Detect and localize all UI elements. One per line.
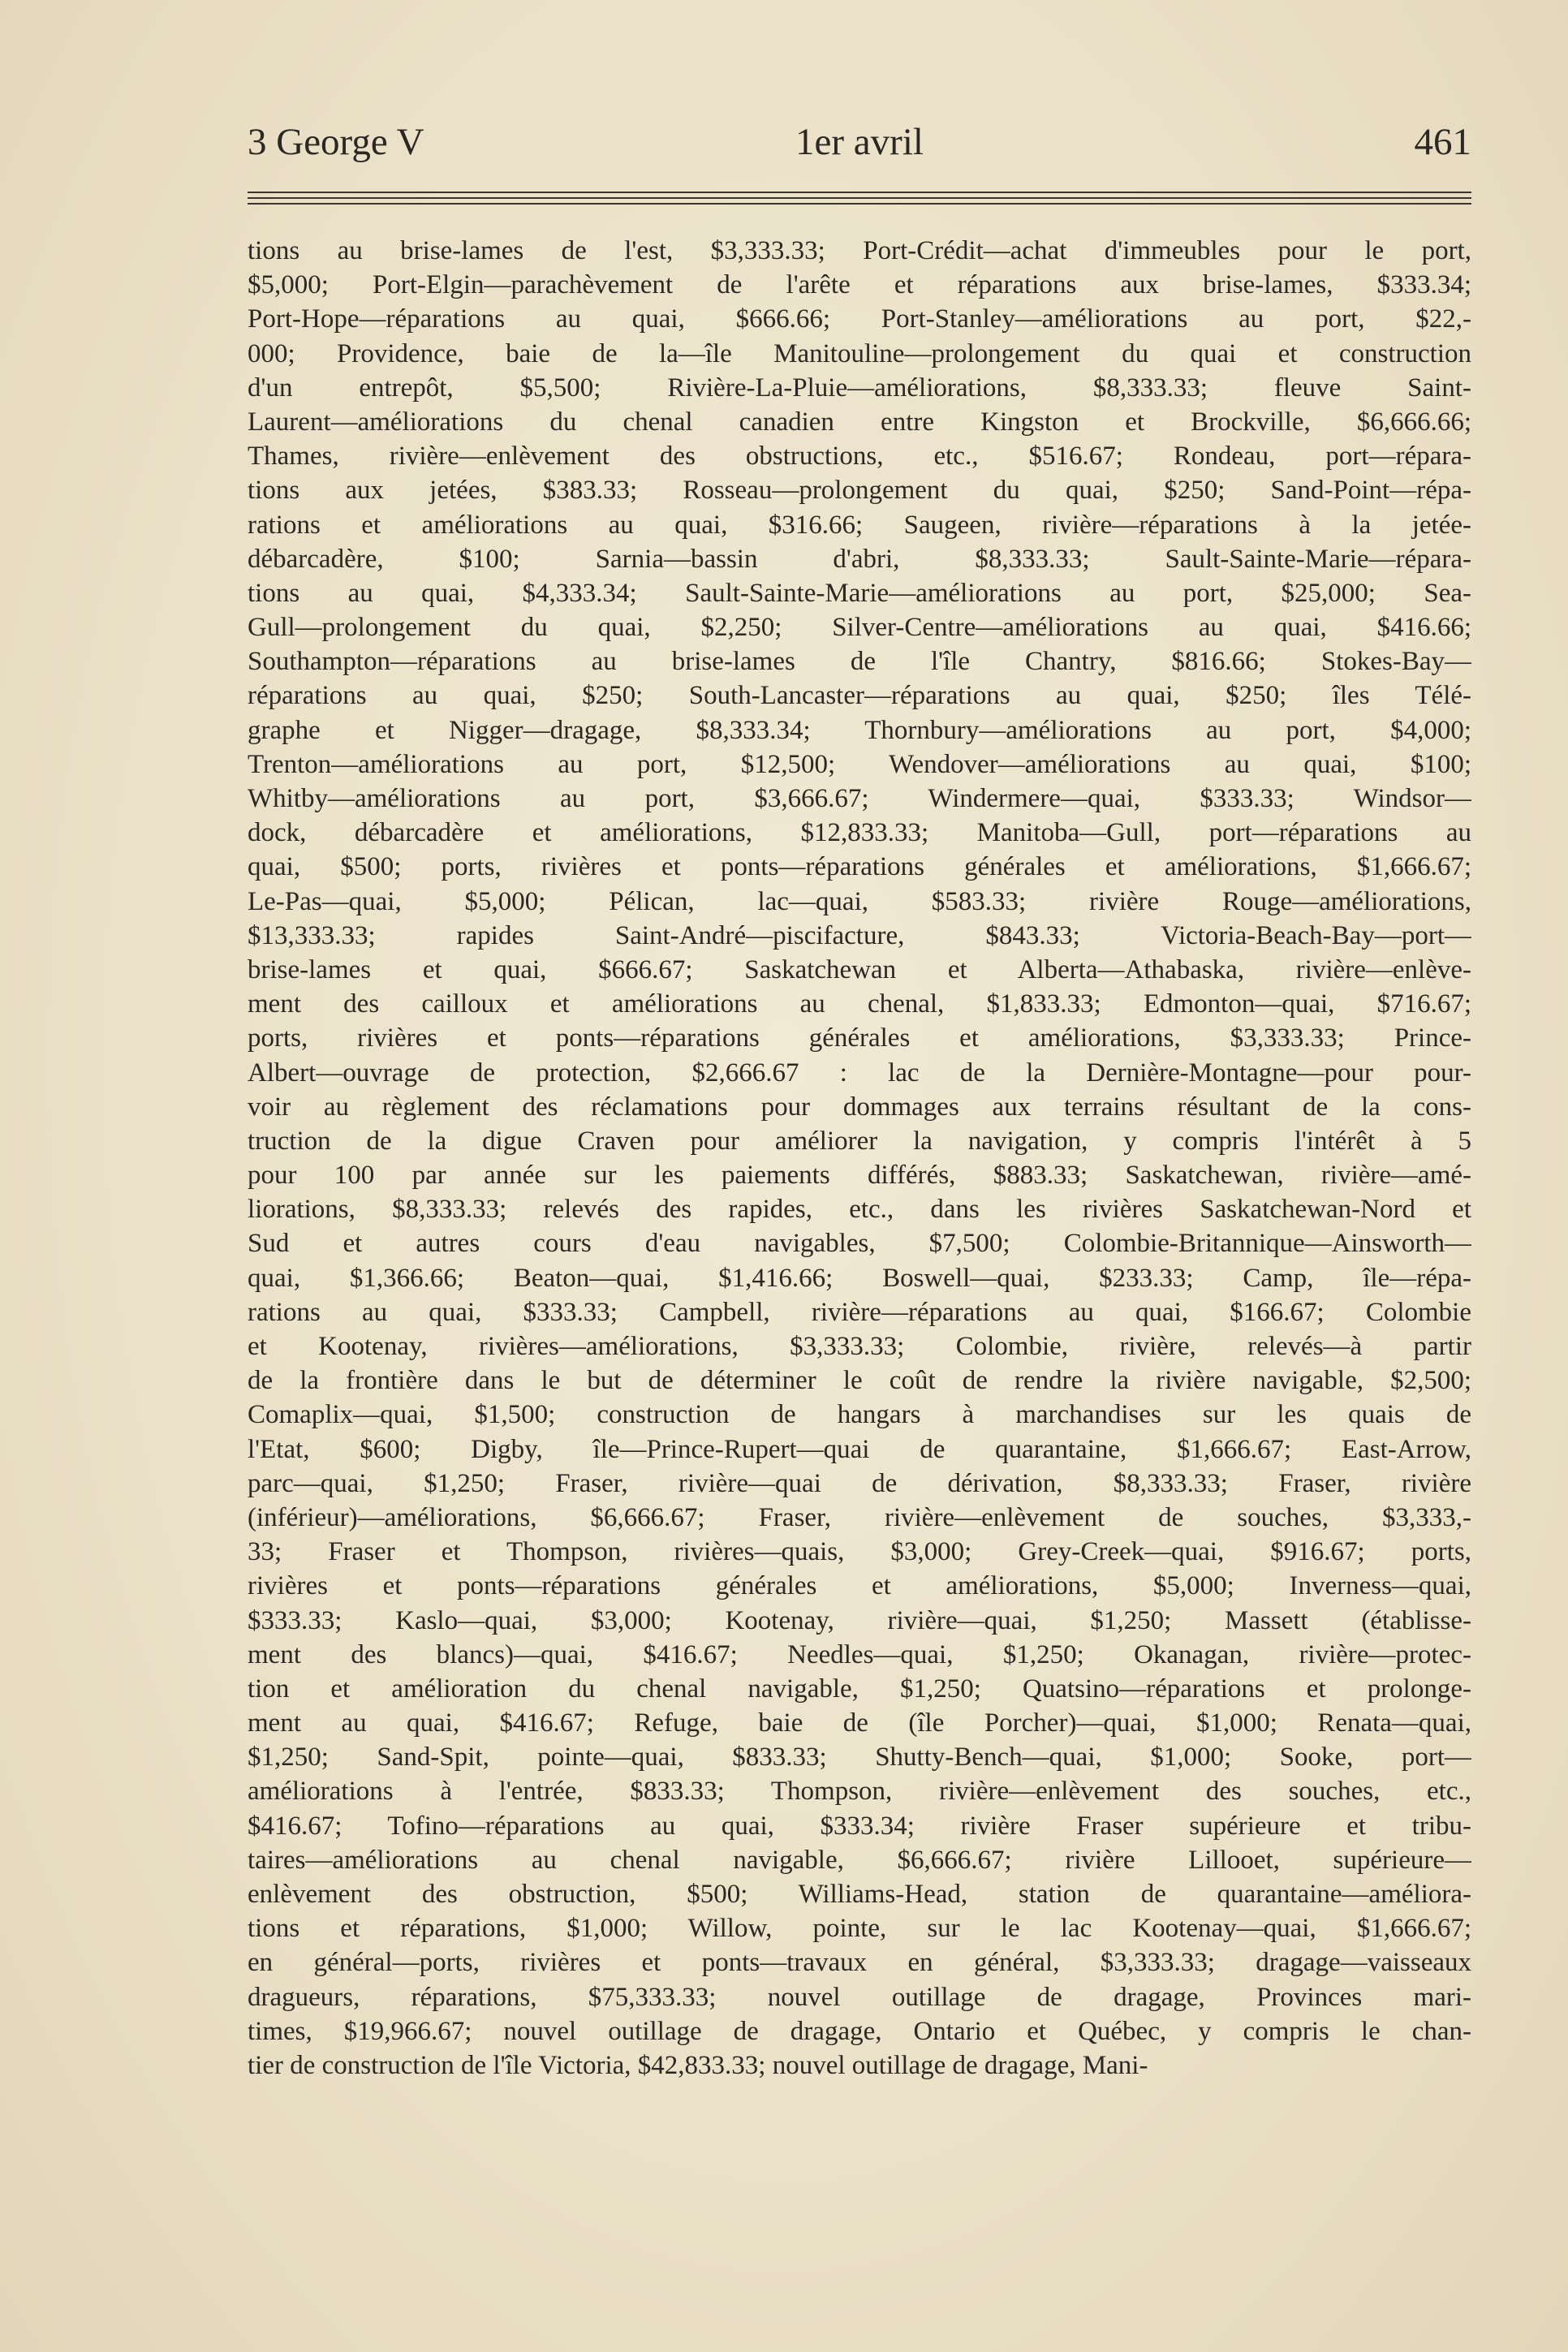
text-line: tions au quai, $4,333.34; Sault-Sainte-Marie—améliorations au port, $25,000; Sea- — [248, 578, 1471, 608]
text-line: rations au quai, $333.33; Campbell, rivière—réparations au quai, $166.67; Colombie — [248, 1297, 1471, 1327]
page-header — [248, 114, 1471, 170]
text-line: dock, débarcadère et améliorations, $12,833.33; Manitoba—Gull, port—réparations au — [248, 818, 1471, 848]
text-line: truction de la digue Craven pour améliorer la navigation, y compris l'intérêt à 5 — [248, 1126, 1471, 1156]
text-line: ment des blancs)—quai, $416.67; Needles—quai, $1,250; Okanagan, rivière—protec- — [248, 1639, 1471, 1669]
text-line: Gull—prolongement du quai, $2,250; Silver-Centre—améliorations au quai, $416.66; — [248, 613, 1471, 643]
text-line: $333.33; Kaslo—quai, $3,000; Kootenay, rivière—quai, $1,250; Massett (établisse- — [248, 1605, 1471, 1635]
text-line: $5,000; Port-Elgin—parachèvement de l'arête et réparations aux brise-lames, $333.34; — [248, 270, 1471, 300]
text-line: Thames, rivière—enlèvement des obstructions, etc., $516.67; Rondeau, port—répara- — [248, 442, 1471, 472]
header-rule — [248, 203, 1471, 205]
text-line: Southampton—réparations au brise-lames de l'île Chantry, $816.66; Stokes-Bay— — [248, 647, 1471, 677]
text-line: graphe et Nigger—dragage, $8,333.34; Thornbury—améliorations au port, $4,000; — [248, 715, 1471, 745]
text-line: réparations au quai, $250; South-Lancaster—réparations au quai, $250; îles Télé- — [248, 681, 1471, 711]
text-line: rations et améliorations au quai, $316.66; Saugeen, rivière—réparations à la jetée- — [248, 510, 1471, 540]
text-line: $416.67; Tofino—réparations au quai, $333.34; rivière Fraser supérieure et tribu- — [248, 1811, 1471, 1841]
text-line: Albert—ouvrage de protection, $2,666.67 : lac de la Dernière-Montagne—pour pour- — [248, 1058, 1471, 1088]
page-number: 461 — [1414, 121, 1471, 163]
text-line: quai, $1,366.66; Beaton—quai, $1,416.66; Boswell—quai, $233.33; Camp, île—répa- — [248, 1263, 1471, 1293]
text-line: tion et amélioration du chenal navigable, $1,250; Quatsino—réparations et prolonge- — [248, 1674, 1471, 1704]
text-line: ment des cailloux et améliorations au chenal, $1,833.33; Edmonton—quai, $716.67; — [248, 989, 1471, 1019]
text-line: times, $19,966.67; nouvel outillage de dragage, Ontario et Québec, y compris le chan- — [248, 2016, 1471, 2046]
text-line: pour 100 par année sur les paiements différés, $883.33; Saskatchewan, rivière—amé- — [248, 1161, 1471, 1191]
text-line: ports, rivières et ponts—réparations générales et améliorations, $3,333.33; Prince- — [248, 1023, 1471, 1053]
date-label: 1er avril — [795, 121, 924, 163]
text-line: Le-Pas—quai, $5,000; Pélican, lac—quai, $583.33; rivière Rouge—améliorations, — [248, 886, 1471, 916]
text-line: tions et réparations, $1,000; Willow, pointe, sur le lac Kootenay—quai, $1,666.67; — [248, 1914, 1471, 1944]
text-line: Comaplix—quai, $1,500; construction de hangars à marchandises sur les quais de — [248, 1400, 1471, 1430]
text-line: Trenton—améliorations au port, $12,500; Wendover—améliorations au quai, $100; — [248, 749, 1471, 779]
text-line: l'Etat, $600; Digby, île—Prince-Rupert—quai de quarantaine, $1,666.67; East-Arrow, — [248, 1434, 1471, 1464]
text-line: Port-Hope—réparations au quai, $666.66; Port-Stanley—améliorations au port, $22,- — [248, 304, 1471, 334]
text-line: ment au quai, $416.67; Refuge, baie de (île Porcher)—quai, $1,000; Renata—quai, — [248, 1708, 1471, 1738]
text-line: liorations, $8,333.33; relevés des rapides, etc., dans les rivières Saskatchewan-Nord et — [248, 1195, 1471, 1225]
text-line: $1,250; Sand-Spit, pointe—quai, $833.33; Shutty-Bench—quai, $1,000; Sooke, port— — [248, 1742, 1471, 1773]
text-line: $13,333.33; rapides Saint-André—piscifacture, $843.33; Victoria-Beach-Bay—port— — [248, 920, 1471, 950]
text-line: (inférieur)—améliorations, $6,666.67; Fraser, rivière—enlèvement de souches, $3,333,- — [248, 1502, 1471, 1532]
text-line: tier de construction de l'île Victoria, $42,833.33; nouvel outillage de dragage, Mani- — [248, 2050, 1148, 2080]
text-line: Whitby—améliorations au port, $3,666.67; Windermere—quai, $333.33; Windsor— — [248, 784, 1471, 813]
text-line: de la frontière dans le but de déterminer le coût de rendre la rivière navigable, $2,500; — [248, 1366, 1471, 1396]
text-line: Laurent—améliorations du chenal canadien entre Kingston et Brockville, $6,666.66; — [248, 407, 1471, 437]
text-line: tions au brise-lames de l'est, $3,333.33; Port-Crédit—achat d'immeubles pour le port, — [248, 236, 1471, 265]
text-line: d'un entrepôt, $5,500; Rivière-La-Pluie—améliorations, $8,333.33; fleuve Saint- — [248, 373, 1471, 403]
text-line: débarcadère, $100; Sarnia—bassin d'abri, $8,333.33; Sault-Sainte-Marie—répara- — [248, 544, 1471, 574]
text-line: en général—ports, rivières et ponts—travaux en général, $3,333.33; dragage—vaisseaux — [248, 1948, 1471, 1978]
text-line: quai, $500; ports, rivières et ponts—réparations générales et améliorations, $1,666.67; — [248, 852, 1471, 882]
text-line: Sud et autres cours d'eau navigables, $7,500; Colombie-Britannique—Ainsworth— — [248, 1229, 1471, 1259]
text-line: rivières et ponts—réparations générales et améliorations, $5,000; Inverness—quai, — [248, 1571, 1471, 1601]
session-label: 3 George V — [248, 121, 424, 163]
text-line: parc—quai, $1,250; Fraser, rivière—quai de dérivation, $8,333.33; Fraser, rivière — [248, 1468, 1471, 1498]
text-line: voir au règlement des réclamations pour dommages aux terrains résultant de la cons- — [248, 1092, 1471, 1122]
text-line: tions aux jetées, $383.33; Rosseau—prolongement du quai, $250; Sand-Point—répa- — [248, 476, 1471, 506]
text-line: et Kootenay, rivières—améliorations, $3,333.33; Colombie, rivière, relevés—à partir — [248, 1332, 1471, 1361]
text-line: taires—améliorations au chenal navigable, $6,666.67; rivière Lillooet, supérieure— — [248, 1845, 1471, 1875]
text-line: enlèvement des obstruction, $500; Williams-Head, station de quarantaine—améliora- — [248, 1880, 1471, 1909]
text-line: 33; Fraser et Thompson, rivières—quais, $3,000; Grey-Creek—quai, $916.67; ports, — [248, 1537, 1471, 1567]
header-rule — [248, 192, 1471, 193]
text-line: 000; Providence, baie de la—île Manitouline—prolongement du quai et construction — [248, 338, 1471, 368]
text-line: améliorations à l'entrée, $833.33; Thompson, rivière—enlèvement des souches, etc., — [248, 1777, 1471, 1807]
body-text — [248, 234, 1471, 2083]
text-line: dragueurs, réparations, $75,333.33; nouvel outillage de dragage, Provinces mari- — [248, 1982, 1471, 2012]
header-rule — [248, 197, 1471, 199]
text-line: brise-lames et quai, $666.67; Saskatchewan et Alberta—Athabaska, rivière—enlève- — [248, 954, 1471, 984]
